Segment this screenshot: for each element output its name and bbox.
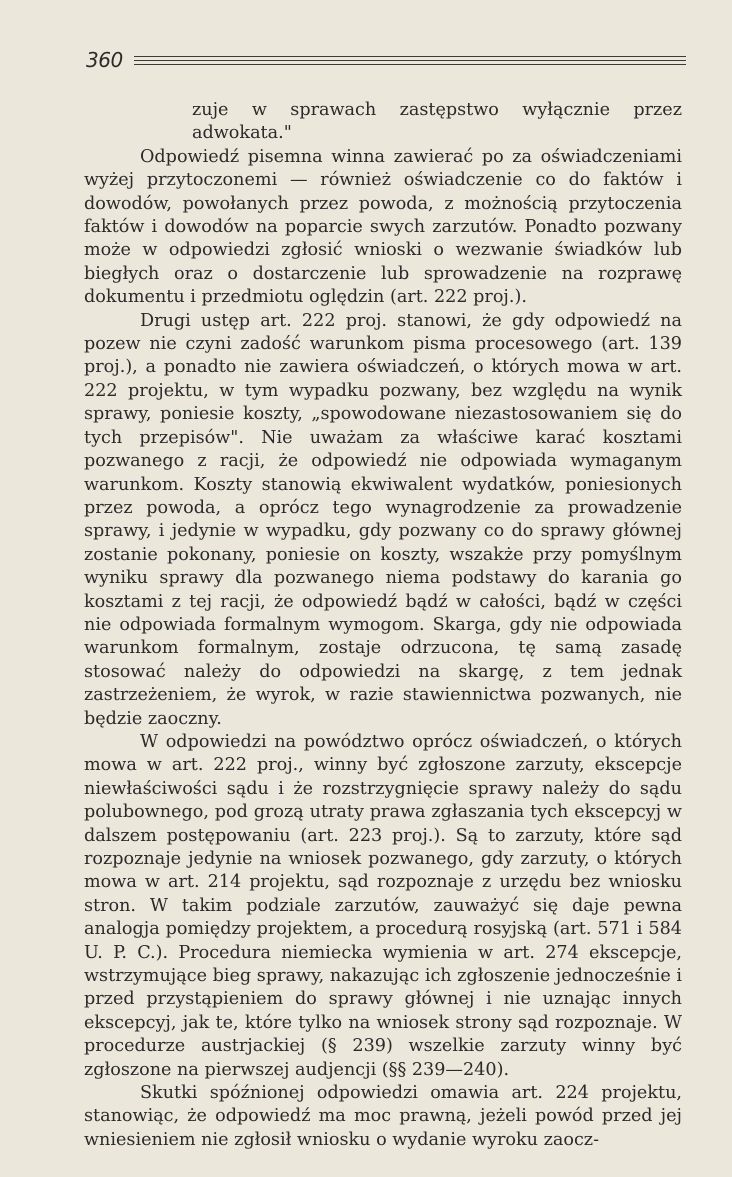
page-number: 360: [86, 48, 123, 72]
header-rule: [134, 56, 686, 57]
header-rule: [134, 60, 686, 61]
body-text: [84, 99, 682, 1152]
paragraph-quote-tail: zuje w sprawach zastępstwo wyłącznie przez adwokata.": [192, 100, 682, 144]
paragraph: W odpowiedzi na powództwo oprócz oświadczeń, o których mowa w art. 222 proj., winny być zgłoszone zarzuty, ekscepcje niewłaściwości sądu i że rozstrzygnięcie sprawy należy do sądu polubownego, pod grozą utraty prawa zgłaszania tych ekscepcyj w dalszem postępowaniu (art. 223 proj.). Są to zarzuty, które sąd rozpoznaje jedynie na wniosek pozwanego, gdy zarzuty, o których mowa w art. 214 projektu, sąd rozpoznaje z urzędu bez wniosku stron. W takim podziale zarzutów, zauważyć się daje pewna analogja pomiędzy projektem, a procedurą rosyjską (art. 571 i 584 U. P. C.). Procedura niemiecka wymienia w art. 274 ekscepcje, wstrzymujące bieg sprawy, nakazując ich zgłoszenie jednocześnie i przed przystąpieniem do sprawy głównej i nie uznając innych ekscepcyj, jak te, które tylko na wniosek strony sąd rozpoznaje. W procedurze austrjackiej (§ 239) wszelkie zarzuty winny być zgłoszone na pierwszej audjencji (§§ 239—240).: [84, 731, 682, 1080]
page-header: [86, 48, 686, 76]
paragraph: Drugi ustęp art. 222 proj. stanowi, że gdy odpowiedź na pozew nie czyni zadość warunkom pisma procesowego (art. 139 proj.), a ponadto nie zawiera oświadczeń, o których mowa w art. 222 projektu, w tym wypadku pozwany, bez względu na wynik sprawy, poniesie koszty, „spowodowane niezastosowaniem się do tych przepisów". Nie uważam za właściwe karać kosztami pozwanego z racji, że odpowiedź nie odpowiada wymaganym warunkom. Koszty stanowią ekwiwalent wydatków, poniesionych przez powoda, a oprócz tego wynagrodzenie za prowadzenie sprawy, i jedynie w wypadku, gdy pozwany co do sprawy głównej zostanie pokonany, poniesie on koszty, wszakże przy pomyślnym wyniku sprawy dla pozwanego niema podstawy do karania go kosztami z tej racji, że odpowiedź bądź w całości, bądź w części nie odpowiada formalnym wymogom. Skarga, gdy nie odpowiada warunkom formalnym, zostaje odrzucona, tę samą zasadę stosować należy do odpowiedzi na skargę, z tem jednak zastrzeżeniem, że wyrok, w razie stawiennictwa pozwanych, nie będzie zaoczny.: [84, 310, 682, 729]
paragraph: Odpowiedź pisemna winna zawierać po za oświadczeniami wyżej przytoczonemi — również oświadczenie co do faktów i dowodów, powołanych przez powoda, z możnością przytoczenia faktów i dowodów na poparcie swych zarzutów. Ponadto pozwany może w odpowiedzi zgłosić wnioski o wezwanie świadków lub biegłych oraz o dostarczenie lub sprowadzenie na rozprawę dokumentu i przedmiotu oględzin (art. 222 proj.).: [84, 146, 682, 308]
paragraph: Skutki spóźnionej odpowiedzi omawia art. 224 projektu, stanowiąc, że odpowiedź ma moc prawną, jeżeli powód przed jej wniesieniem nie zgłosił wniosku o wydanie wyroku zaocz-: [84, 1083, 682, 1150]
header-rule: [134, 64, 686, 65]
